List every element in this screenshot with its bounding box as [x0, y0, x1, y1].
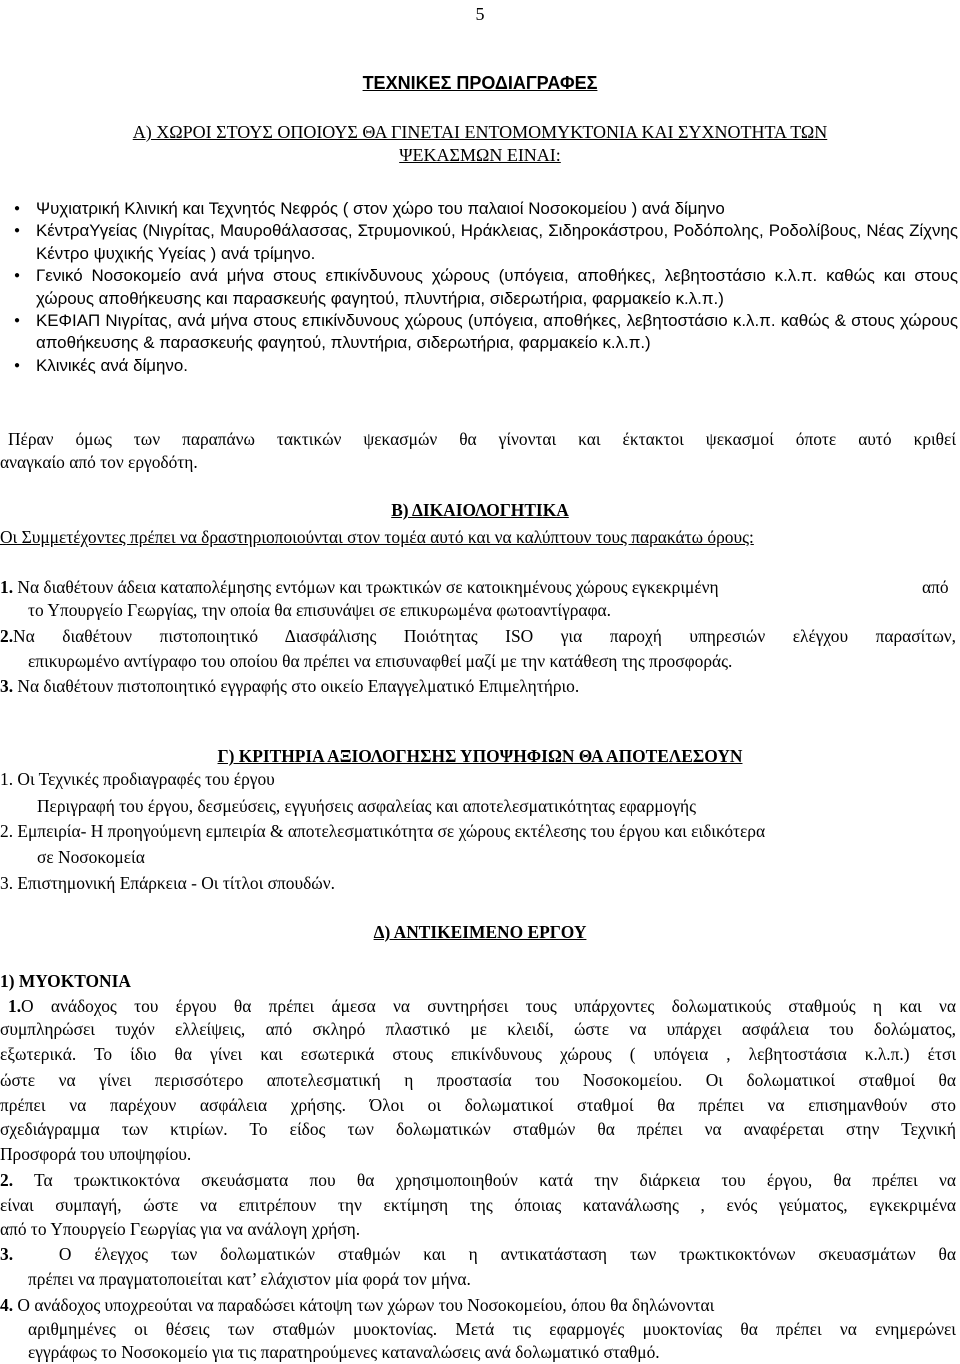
item-number: 2. [0, 626, 14, 646]
section-b-heading: Β) ΔΙΚΑΙΟΛΟΓΗΤΙΚΑ [391, 500, 569, 520]
list-item: ● Γενικό Νοσοκομείο ανά μήνα στους επικίνδυνους χώρους (υπόγεια, αποθήκες, λεβητοστάσιο κ.λ.π. καθώς και στους χώρους αποθήκευσης και παρασκευής φαγητού, πλυντήρια, σιδερωτήρια, φαρμακείο κ.λ.π.) [0, 265, 958, 310]
paragraph-2 [0, 1169, 956, 1192]
paragraph-text-line: από το Υπουργείο Γεωργίας για να ανάλογη χρήση. [0, 1219, 361, 1239]
list-item: ● Κλινικές ανά δίμηνο. [0, 355, 958, 377]
item-text-continued: επικυρωμένο αντίγραφο του οποίου θα πρέπει να επισυναφθεί μαζί με την κατάθεση της προσφοράς. [28, 651, 733, 671]
paragraph-text-line: ώστε να γίνει περισσότερο αποτελεσματική η προστασία του Νοσοκομείου. Οι δολωματικοί σταθμοί θα [0, 1070, 956, 1090]
item-number: 1. [8, 996, 22, 1016]
item-number: 3. [0, 1244, 14, 1264]
criterion-2-continued: σε Νοσοκομεία [37, 847, 145, 867]
section-c-heading: Γ) ΚΡΙΤΗΡΙΑ ΑΞΙΟΛΟΓΗΣΗΣ ΥΠΟΨΗΦΙΩΝ ΘΑ ΑΠΟΤΕΛΕΣΟΥΝ [217, 746, 743, 766]
paragraph-text-line: αριθμημένες οι θέσεις των σταθμών μυοκτονίας. Μετά τις εφαρμογές μυοκτονίας θα πρέπει να ενημερώνει [28, 1319, 956, 1339]
paragraph-text-line: Προσφορά του υποψηφίου. [0, 1144, 192, 1164]
paragraph-text: Ο έλεγχος των δολωματικών σταθμών και η αντικατάσταση των τρωκτικοκτόνων σκευασμάτων θα [58, 1244, 956, 1264]
subsection-heading: 1) ΜΥΟΚΤΟΝΙΑ [0, 971, 131, 991]
list-item: ● Ψυχιατρική Κλινική και Τεχνητός Νεφρός ( στον χώρο του παλαιοί Νοσοκομείου ) ανά δίμηνο [0, 198, 958, 220]
extra-spraying-text: Πέραν όμως των παραπάνω τακτικών ψεκασμών θα γίνονται και έκτακτοι ψεκασμοί όποτε αυτό κριθεί [8, 429, 956, 449]
section-a-heading-line1: Α) ΧΩΡΟΙ ΣΤΟΥΣ ΟΠΟΙΟΥΣ ΘΑ ΓΙΝΕΤΑΙ ΕΝΤΟΜΟΜΥΚΤΟΝΙΑ ΚΑΙ ΣΥΧΝΟΤΗΤΑ ΤΩΝ [132, 122, 828, 142]
paragraph-text: Ο ανάδοχος υποχρεούται να παραδώσει κάτοψη των χώρων του Νοσοκομείου, όπου θα δηλώνονται [17, 1295, 715, 1315]
criterion-3: 3. Επιστημονική Επάρκεια - Οι τίτλοι σπουδών. [0, 873, 335, 893]
item-number: 2. [0, 1170, 14, 1190]
item-text: Να διαθέτουν πιστοποιητικό εγγραφής στο οικείο Επαγγελματικό Επιμελητήριο. [17, 676, 580, 696]
list-item: ● ΚΕΦΙΑΠ Νιγρίτας, ανά μήνα στους επικίνδυνους χώρους (υπόγεια, αποθήκες, λεβητοστάσιο κ.λ.π. καθώς & στους χώρους αποθήκευσης & παρασκευής φαγητού, πλυντήρια, σιδερωτήρια, φαρμακείο κ.λ.π.) [0, 310, 958, 355]
item-text-end: από [922, 577, 949, 597]
paragraph-text-line: είναι συμπαγή, ώστε να επιτρέπουν την εκτίμηση της όποιας κατανάλωσης , ενός γεύματος, εγκεκριμένα [0, 1195, 956, 1215]
item-number: 3. [0, 676, 14, 696]
paragraph-text-line: εξωτερικά. Το ίδιο θα γίνει και εσωτερικά στους επικίνδυνους χώρους ( υπόγεια , λεβητοστάσια κ.λ.π.) έτσι [0, 1044, 956, 1064]
item-text: Να διαθέτουν πιστοποιητικό Διασφάλισης Ποιότητας ISO για παροχή υπηρεσιών ελέγχου παρασίτων, [13, 626, 956, 646]
section-b-item-2 [0, 625, 956, 648]
criterion-1-detail: Περιγραφή του έργου, δεσμεύσεις, εγγυήσεις ασφαλείας και αποτελεσματικότητας εφαρμογής [37, 796, 697, 816]
section-a-heading-line2: ΨΕΚΑΣΜΩΝ ΕΙΝΑΙ: [399, 145, 561, 165]
page-number: 5 [475, 4, 485, 24]
paragraph-text-line: πρέπει να παρέχουν ασφάλεια χρήσης. Όλοι οι δολωματικοί σταθμοί θα πρέπει να επισημανθούν στο [0, 1095, 956, 1115]
paragraph-4 [0, 1294, 714, 1317]
section-b-item-3 [0, 675, 579, 698]
paragraph-3 [0, 1243, 956, 1266]
paragraph-text: Ο ανάδοχος του έργου θα πρέπει άμεσα να συντηρήσει τους υπάρχοντες δολωματικούς σταθμούς η και να [21, 996, 956, 1016]
item-text-continued: το Υπουργείο Γεωργίας, την οποία θα επισυνάψει σε επικυρωμένα φωτοαντίγραφα. [28, 600, 612, 620]
item-text: Να διαθέτουν άδεια καταπολέμησης εντόμων και τρωκτικών σε κατοικημένους χώρους εγκεκριμένη [17, 577, 719, 597]
criterion-1: 1. Οι Τεχνικές προδιαγραφές του έργου [0, 769, 275, 789]
section-d-heading: Δ) ΑΝΤΙΚΕΙΜΕΝΟ ΕΡΓΟΥ [373, 922, 587, 942]
section-a-bullet-list [0, 198, 958, 377]
paragraph-1 [8, 995, 956, 1018]
paragraph-text-line: σχεδιάγραμμα των κτιρίων. Το είδος των δολωματικών σταθμών θα πρέπει να αναφέρεται στην Τεχνική [0, 1119, 956, 1139]
paragraph-text-line: εγγράφως το Νοσοκομείο για τις παρατηρούμενες καταναλώσεις ανά δολωματικό σταθμό. [28, 1342, 660, 1362]
item-number: 4. [0, 1295, 14, 1315]
page-title: ΤΕΧΝΙΚΕΣ ΠΡΟΔΙΑΓΡΑΦΕΣ [362, 73, 598, 93]
section-b-item-1 [0, 576, 719, 599]
list-item: ● ΚέντραΥγείας (Νιγρίτας, Μαυροθάλασσας, Στρυμονικού, Ηράκλειας, Σιδηροκάστρου, Ροδόπολης, Ροδολίβους, Νέας Ζίχνης Κέντρο ψυχικής Υγείας ) ανά τρίμηνο. [0, 220, 958, 265]
extra-spraying-text-end: αναγκαίο από τον εργοδότη. [0, 452, 198, 472]
criterion-2: 2. Εμπειρία- Η προηγούμενη εμπειρία & αποτελεσματικότητα σε χώρους εκτέλεσης του έργου και ειδικότερα [0, 821, 766, 841]
paragraph-text-line: συμπληρώσει τυχόν ελλείψεις, από σκληρό πλαστικό με κλειδί, ώστε να υπάρχει ασφάλεια του δολώματος, [0, 1019, 956, 1039]
paragraph-text: Τα τρωκτικοκτόνα σκευάσματα που θα χρησιμοποιηθούν κατά την διάρκεια του έργου, θα πρέπει να [13, 1170, 956, 1190]
item-number: 1. [0, 577, 14, 597]
section-b-intro: Οι Συμμετέχοντες πρέπει να δραστηριοποιούνται στον τομέα αυτό και να καλύπτουν τους παρακάτω όρους: [0, 527, 754, 547]
paragraph-text-line: πρέπει να πραγματοποιείται κατ’ ελάχιστον μία φορά τον μήνα. [28, 1269, 471, 1289]
